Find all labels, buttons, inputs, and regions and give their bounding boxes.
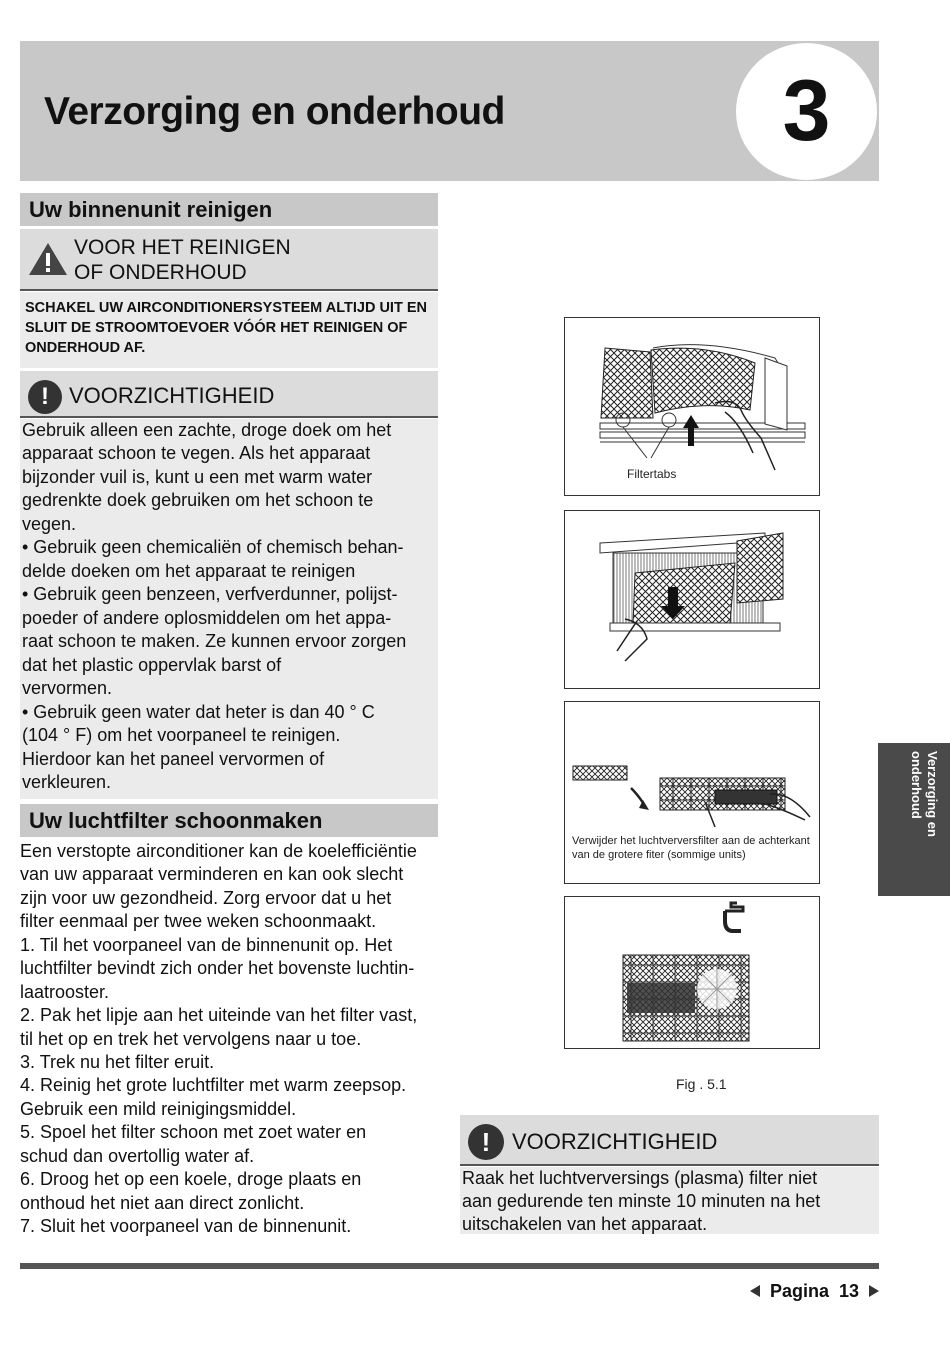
- figure-rinse-filter: [564, 896, 820, 1049]
- caution-text-plasma: [460, 1167, 879, 1234]
- caution-line: bijzonder vuil is, kunt u een met warm water: [22, 467, 373, 487]
- section-title-cleaning-indoor-unit: Uw binnenunit reinigen: [20, 193, 438, 226]
- caution-text: [20, 419, 438, 799]
- caution-line: aan gedurende ten minste 10 minuten na het: [462, 1191, 821, 1211]
- instruction-line: luchtfilter bevindt zich onder het bovenste luchtin-: [20, 958, 415, 978]
- page-title: Verzorging en onderhoud: [44, 90, 505, 133]
- warning-header: [20, 229, 438, 291]
- caution-title-plasma: VOORZICHTIGHEID: [512, 1129, 718, 1154]
- instruction-step-7: 7. Sluit het voorpaneel van de binnenunit.: [20, 1216, 352, 1236]
- caution-header: [20, 371, 438, 418]
- triangle-right-icon[interactable]: [869, 1285, 879, 1297]
- instruction-step-6: 6. Droog het op een koele, droge plaats en: [20, 1169, 362, 1189]
- caution-line: Raak het luchtverversings (plasma) filter niet: [462, 1168, 818, 1188]
- figure-caption: Fig . 5.1: [676, 1076, 727, 1092]
- side-tab-label: Verzorging en onderhoud: [909, 751, 940, 837]
- remove-filter-illustration: [565, 511, 820, 689]
- instruction-line: til het op en trek het vervolgens naar u toe.: [20, 1029, 362, 1049]
- caution-line: dat het plastic oppervlak barst of: [22, 655, 282, 675]
- instruction-step-4: 4. Reinig het grote luchtfilter met warm zeepsop.: [20, 1075, 407, 1095]
- instruction-line: filter eenmaal per twee weken schoonmaakt.: [20, 911, 377, 931]
- figure-filter-tabs: [564, 317, 820, 496]
- instruction-line: Gebruik een mild reinigingsmiddel.: [20, 1099, 297, 1119]
- caution-line: uitschakelen van het apparaat.: [462, 1214, 708, 1234]
- warning-triangle-icon: [27, 241, 69, 277]
- instruction-step-3: 3. Trek nu het filter eruit.: [20, 1052, 215, 1072]
- figure-remove-filter: [564, 510, 820, 689]
- caution-line: verkleuren.: [22, 772, 112, 792]
- caution-line: apparaat schoon te vegen. Als het apparaat: [22, 443, 371, 463]
- caution-title: VOORZICHTIGHEID: [69, 383, 275, 408]
- section-title-air-filter: Uw luchtfilter schoonmaken: [20, 804, 438, 837]
- page-number: 13: [839, 1280, 860, 1301]
- caution-header-plasma: [460, 1115, 879, 1166]
- caution-line: delde doeken om het apparaat te reinigen: [22, 561, 356, 581]
- instruction-line: Een verstopte airconditioner kan de koelefficiëntie: [20, 841, 417, 861]
- caution-line: (104 ° F) om het voorpaneel te reinigen.: [22, 725, 341, 745]
- caution-line: • Gebruik geen benzeen, verfverdunner, polijst-: [22, 584, 398, 604]
- freshening-filter-note: Verwijder het luchtverversfilter aan de achterkant van de grotere fiter (sommige units): [572, 835, 810, 861]
- warning-title: VOOR HET REINIGEN OF ONDERHOUD: [74, 236, 291, 284]
- triangle-left-icon[interactable]: [750, 1285, 760, 1297]
- caution-line: raat schoon te maken. Ze kunnen ervoor zorgen: [22, 631, 407, 651]
- caution-line: vegen.: [22, 514, 77, 534]
- exclamation-circle-icon: !: [468, 1124, 504, 1160]
- instruction-line: zijn voor uw gezondheid. Zorg ervoor dat u het: [20, 888, 392, 908]
- caution-line: Hierdoor kan het paneel vervormen of: [22, 749, 325, 769]
- exclamation-circle-icon: !: [28, 380, 62, 414]
- page-navigation: [750, 1280, 879, 1302]
- instruction-step-2: 2. Pak het lipje aan het uiteinde van het filter vast,: [20, 1005, 418, 1025]
- instruction-step-1: 1. Til het voorpaneel van de binnenunit op. Het: [20, 935, 393, 955]
- caution-line: vervormen.: [22, 678, 113, 698]
- instruction-line: onthoud het niet aan direct zonlicht.: [20, 1193, 305, 1213]
- chapter-side-tab[interactable]: [878, 743, 950, 896]
- chapter-badge: [736, 43, 877, 180]
- instruction-line: laatrooster.: [20, 982, 110, 1002]
- chapter-number: 3: [782, 63, 831, 159]
- figure-remove-freshening-filter: [564, 701, 820, 884]
- page-label: Pagina: [770, 1280, 830, 1301]
- rinse-filter-illustration: [565, 897, 820, 1049]
- instruction-line: van uw apparaat verminderen en kan ook slecht: [20, 864, 404, 884]
- caution-line: poeder of andere oplosmiddelen om het appa-: [22, 608, 392, 628]
- instruction-step-5: 5. Spoel het filter schoon met zoet water en: [20, 1122, 367, 1142]
- warning-text: SCHAKEL UW AIRCONDITIONERSYSTEEM ALTIJD UIT EN SLUIT DE STROOMTOEVOER VÓÓR HET REINIGEN OF ONDERHOUD AF.: [20, 292, 438, 368]
- caution-line: • Gebruik geen chemicaliën of chemisch behan-: [22, 537, 404, 557]
- filter-tabs-label: Filtertabs: [627, 467, 677, 481]
- caution-line: • Gebruik geen water dat heter is dan 40 ° C: [22, 702, 375, 722]
- instruction-line: schud dan overtollig water af.: [20, 1146, 255, 1166]
- caution-line: gedrenkte doek gebruiken om het schoon te: [22, 490, 374, 510]
- caution-line: Gebruik alleen een zachte, droge doek om het: [22, 420, 392, 440]
- filter-tabs-illustration: [565, 318, 820, 496]
- footer-divider: [20, 1263, 879, 1269]
